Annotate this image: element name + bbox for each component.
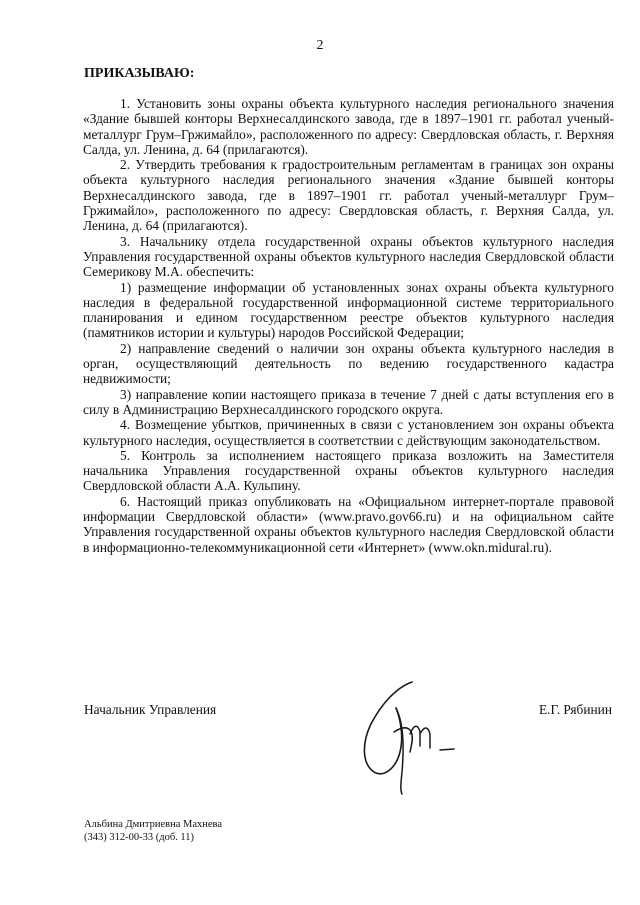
subparagraph-3-2: 2) направление сведений о наличии зон охраны объекта культурного наследия в орган, осуществляющий деятельность по ведению государственного кадастра недвижимости; [83, 340, 614, 387]
paragraph-3: 3. Начальнику отдела государственной охраны объектов культурного наследия Управления государственной охраны объектов культурного наследия Свердловской области Семерикову М.А. обеспечить: [83, 233, 614, 280]
page-number: 2 [316, 38, 324, 53]
signer-position: Начальник Управления [84, 702, 217, 717]
handwritten-signature [340, 668, 470, 798]
paragraph-6: 6. Настоящий приказ опубликовать на «Официальном интернет-портале правовой информации Свердловской области» (www.pravo.gov66.ru) и на официальном сайте Управления государственной охраны объектов культурного наследия Свердловской области в информационно-телекоммуникационной сети «Интернет» (www.okn.midural.ru). [83, 493, 614, 555]
executor-info [84, 818, 222, 844]
subparagraph-3-3: 3) направление копии настоящего приказа в течение 7 дней с даты вступления его в силу в Администрацию Верхнесалдинского городского округа. [83, 386, 614, 417]
paragraph-1: 1. Установить зоны охраны объекта культурного наследия регионального значения «Здание бывшей конторы Верхнесалдинского завода, где в 1897–1901 гг. работал ученый-металлург Грум–Гржимайло», расположенного по адресу: Свердловская область, г. Верхняя Салда, ул. Ленина, д. 64 (прилагаются). [83, 96, 614, 157]
order-heading: ПРИКАЗЫВАЮ: [84, 66, 195, 81]
order-body [83, 96, 614, 555]
signer-name: Е.Г. Рябинин [538, 702, 612, 717]
paragraph-4: 4. Возмещение убытков, причиненных в связи с установлением зон охраны объекта культурного наследия, осуществляется в соответствии с действующим законодательством. [83, 417, 614, 448]
subparagraph-3-1: 1) размещение информации об установленных зонах охраны объекта культурного наследия в федеральной государственной информационной системе территориального планирования и едином государственном реестре объектов культурного наследия (памятников истории и культуры) народов Российской Федерации; [83, 279, 614, 341]
executor-phone: (343) 312-00-33 (доб. 11) [84, 832, 195, 843]
paragraph-2: 2. Утвердить требования к градостроительным регламентам в границах зон охраны объекта культурного наследия регионального значения «Здание бывшей конторы Верхнесалдинского завода, где в 1897–1901 гг. работал ученый-металлург Грум–Гржимайло», расположенного по адресу: Свердловская область, г. Верхняя Салда, ул. Ленина, д. 64 (прилагаются). [83, 157, 614, 234]
executor-name: Альбина Дмитриевна Махнева [84, 819, 223, 830]
paragraph-5: 5. Контроль за исполнением настоящего приказа возложить на Заместителя начальника Управления государственной охраны объектов культурного наследия Свердловской области А.А. Кульпину. [83, 447, 614, 494]
